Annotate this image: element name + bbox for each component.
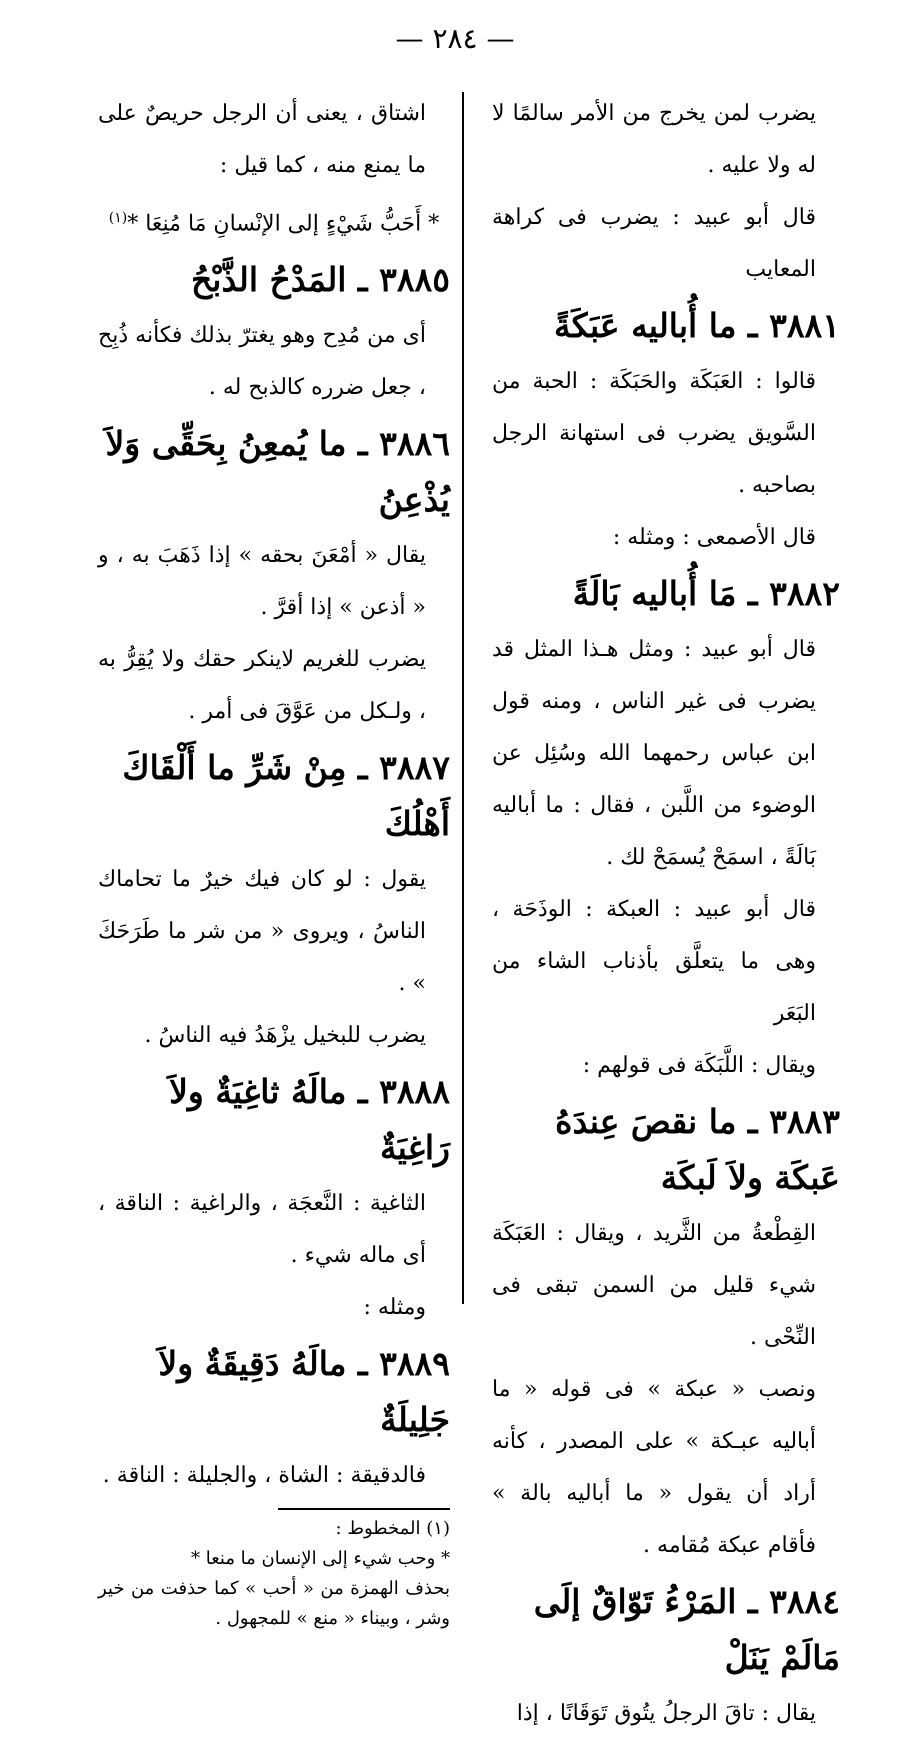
- proverb-number: ٣٨٨١: [769, 306, 840, 345]
- paragraph: يضرب للبخيل يزْهَدُ فيه الناسُ .: [144, 1023, 426, 1049]
- proverb-text: مَا أُباليه بَالَةً: [572, 574, 737, 613]
- footnote-separator: [278, 1508, 450, 1510]
- footnotes: [98, 1514, 450, 1634]
- paragraph: ومثله :: [363, 1295, 426, 1321]
- paragraph: قال الأصمعى : ومثله :: [612, 525, 816, 550]
- proverb-heading: ٣٨٨٨ ـ مالَهُ ثاغِيَةٌ ولاَ رَاغِيَةٌ: [169, 1072, 450, 1168]
- proverb-number: ٣٨٨٣: [769, 1102, 840, 1141]
- footnote-reference: (١): [108, 210, 128, 226]
- footnote-line: (١) المخطوط :: [335, 1518, 450, 1540]
- verse-text: * أَحَبُّ شَيْءٍ إلى الإنْسانِ مَا مُنِعَا *: [127, 211, 440, 237]
- proverb-number: ٣٨٨٢: [769, 574, 840, 613]
- proverb-text: المَرْءُ تَوّاقٌ إلَى مَالَمْ يَنَلْ: [533, 1582, 840, 1677]
- verse-line: [98, 192, 450, 250]
- proverb-text: ما يُمعِنُ بِحَقِّى وَلاَ يُذْعِنُ: [105, 424, 450, 520]
- footnote-line: بحذف الهمزة من « أحب » كما حذفت من خير وشر ، وبيناء « منع » للمجهول .: [98, 1578, 450, 1630]
- paragraph: قال أبو عبيد : يضرب فى كراهة المعايب: [492, 205, 816, 282]
- proverb-heading: ٣٨٨٢ ـ مَا أُباليه بَالَةً: [572, 574, 840, 613]
- paragraph: يقول : لو كان فيك خيرٌ ما تحاماك الناسُ ، ويروى « من شر ما طَرَحَكَ » .: [98, 867, 426, 997]
- proverb-heading: ٣٨٨٣ ـ ما نقصَ عِندَهُ عَبكَة ولاَ لَبكَة: [555, 1102, 840, 1197]
- proverb-heading: ٣٨٨٥ ـ المَدْحُ الذَّبْحُ: [190, 260, 450, 300]
- paragraph: الثاغية : النَّعجَة ، والراغية : الناقة ، أى ماله شيء .: [98, 1191, 426, 1269]
- left-column-body: [98, 88, 450, 1502]
- proverb-text: المَدْحُ الذَّبْحُ: [190, 260, 347, 300]
- paragraph: ونصب « عبكة » فى قوله « ما أباليه عبـكة » على المصدر ، كأنه أراد أن يقول « ما أباليه بالة » فأقام عبكة مُقامه .: [492, 1377, 816, 1558]
- paragraph: أى من مُدِح وهو يغترّ بذلك فكأنه ذُبِح ، جعل ضرره كالذبح له .: [98, 323, 426, 401]
- proverb-heading: ٣٨٨٧ ـ مِنْ شَرِّ ما أَلْقَاكَ أَهْلُكَ: [122, 748, 450, 844]
- proverb-number: ٣٨٨٨: [379, 1072, 450, 1112]
- paragraph: فالدقيقة : الشاة ، والجليلة : الناقة .: [102, 1463, 426, 1489]
- paragraph: يضرب لمن يخرج من الأمر سالمًا لا له ولا عليه .: [492, 101, 816, 178]
- proverb-number: ٣٨٨٤: [769, 1582, 840, 1621]
- paragraph: قال أبو عبيد : العبكة : الوذَحَة ، وهى ما يتعلَّق بأذناب الشاء من البَعَر: [492, 897, 816, 1026]
- left-column: [98, 88, 450, 1634]
- paragraph: القِطْعةُ من الثَّريد ، ويقال : العَبَكَة شيء قليل من السمن تبقى فى النِّحْى .: [492, 1221, 816, 1350]
- proverb-text: ما أُباليه عَبَكَةً: [554, 306, 737, 345]
- paragraph: اشتاق ، يعنى أن الرجل حريصٌ على ما يمنع منه ، كما قيل :: [98, 101, 426, 178]
- proverb-text: مالَهُ ثاغِيَةٌ ولاَ رَاغِيَةٌ: [169, 1072, 450, 1168]
- page-number: — ٢٨٤ —: [395, 22, 515, 55]
- paragraph: ويقال : اللَّبَكَة فى قولهم :: [582, 1053, 816, 1078]
- paragraph: قالوا : العَبَكَة والحَبَكَة : الحبة من السَّويق يضرب فى استهانة الرجل بصاحبه .: [492, 369, 816, 498]
- proverb-text: مالَهُ دَقِيقَةٌ ولاَ جَلِيلَةٌ: [158, 1344, 450, 1440]
- proverb-number: ٣٨٨٧: [379, 748, 450, 788]
- paragraph: يقال « أمْعَنَ بحقه » إذا ذَهَبَ به ، و « أذعن » إذا أقرَّ .: [98, 543, 426, 621]
- proverb-heading: ٣٨٨٦ ـ ما يُمعِنُ بِحَقِّى وَلاَ يُذْعِنُ: [105, 424, 450, 520]
- proverb-number: ٣٨٨٦: [379, 424, 450, 464]
- paragraph: قال أبو عبيد : ومثل هـذا المثل قد يضرب فى غير الناس ، ومنه قول ابن عباس رحمهما الله وسُئِل عن الوضوء من اللَّبن ، فقال : ما أباليه بَالَةً ، اسمَحْ يُسمَحْ لك .: [492, 637, 816, 870]
- proverb-heading: ٣٨٨٩ ـ مالَهُ دَقِيقَةٌ ولاَ جَلِيلَةٌ: [158, 1344, 450, 1440]
- proverb-number: ٣٨٨٥: [379, 260, 450, 300]
- column-divider: [462, 92, 464, 1304]
- proverb-text: ما نقصَ عِندَهُ عَبكَة ولاَ لَبكَة: [555, 1102, 840, 1197]
- footnote-line: * وحب شيء إلى الإنسان ما منعا *: [191, 1548, 450, 1570]
- paragraph: يضرب للغريم لاينكر حقك ولا يُقِرُّ به ، ولـكل من عَوَّقَ فى أمر .: [98, 647, 426, 725]
- proverb-number: ٣٨٨٩: [379, 1344, 450, 1384]
- paragraph: يقال : تاقَ الرجلُ يتُوق تَوَقَانًا ، إذا: [516, 1701, 816, 1726]
- proverb-heading: ٣٨٨١ ـ ما أُباليه عَبَكَةً: [554, 306, 840, 345]
- right-column: [492, 88, 840, 1740]
- proverb-heading: ٣٨٨٤ ـ المَرْءُ تَوّاقٌ إلَى مَالَمْ يَنَلْ: [533, 1582, 840, 1677]
- proverb-text: مِنْ شَرِّ ما أَلْقَاكَ أَهْلُكَ: [122, 748, 450, 844]
